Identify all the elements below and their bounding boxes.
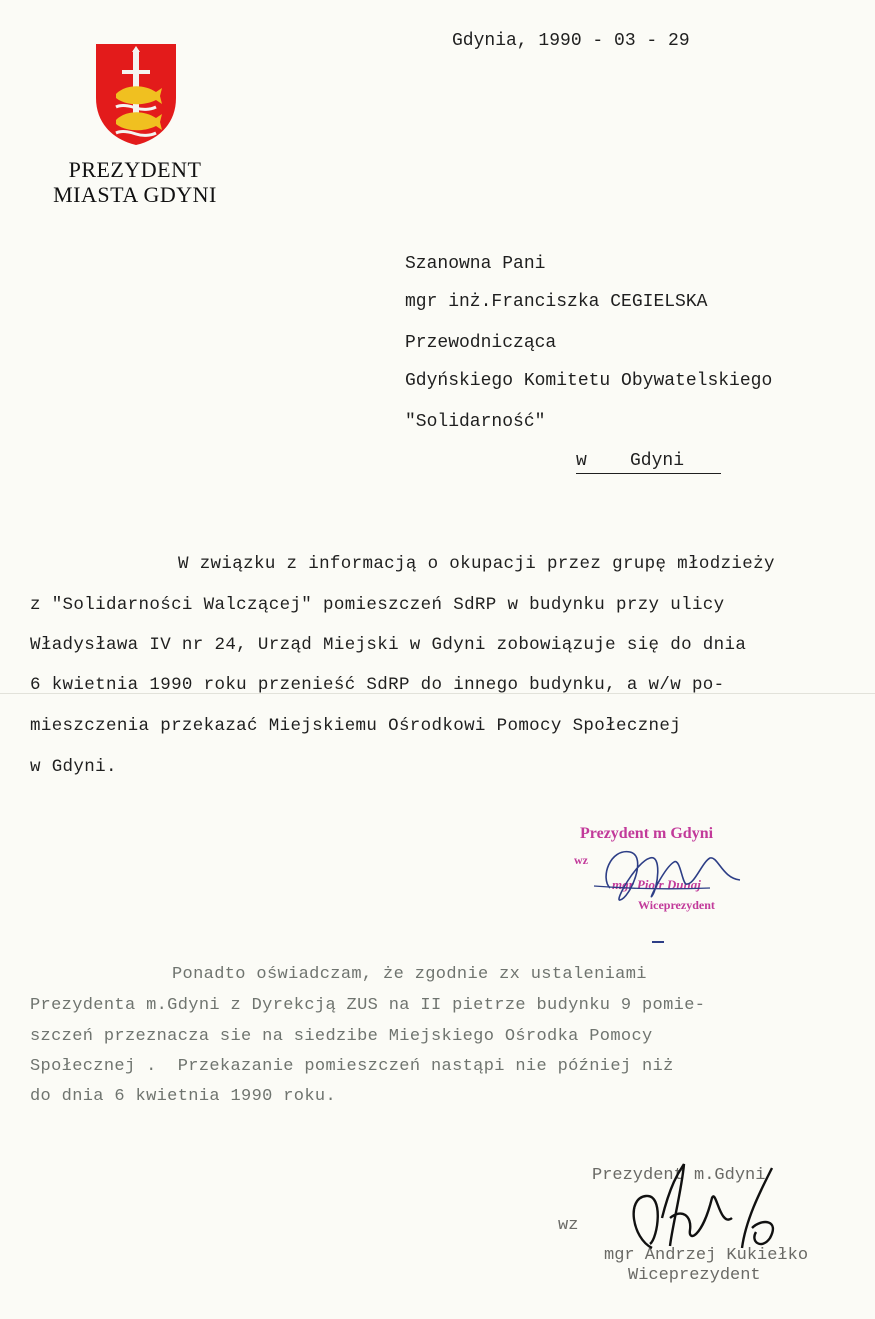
recipient-city: w Gdyni — [576, 451, 721, 474]
signature2-title: Prezydent m.Gdyni — [592, 1166, 766, 1185]
body-line-1: W związku z informacją o okupacji przez grupę młodzieży — [178, 554, 775, 574]
letterhead-line-2: MIASTA GDYNI — [53, 182, 217, 207]
paragraph2-line-2: Prezydenta m.Gdyni z Dyrekcją ZUS na II pietrze budynku 9 pomie- — [30, 996, 706, 1015]
signature2-name: mgr Andrzej Kukiełko — [604, 1246, 809, 1265]
stamp-wz: wz — [574, 853, 588, 867]
recipient-name: mgr inż.Franciszka CEGIELSKA — [405, 292, 708, 312]
paragraph2-line-5: do dnia 6 kwietnia 1990 roku. — [30, 1087, 336, 1106]
recipient-org-2: "Solidarność" — [405, 412, 546, 432]
stamp-title: Prezydent m Gdyni — [580, 825, 714, 842]
stamp-name: mgr Piotr Dunaj — [612, 877, 701, 892]
paragraph2-line-4: Społecznej . Przekazanie pomieszczeń nastąpi nie później niż — [30, 1057, 674, 1076]
letter-date: Gdynia, 1990 - 03 - 29 — [452, 31, 690, 51]
body-line-4: 6 kwietnia 1990 roku przenieść SdRP do innego budynku, a w/w po- — [30, 675, 725, 695]
signature2-wz: wz — [558, 1216, 579, 1235]
body-line-6: w Gdyni. — [30, 757, 117, 777]
signature-2-icon — [612, 1158, 792, 1258]
signature2-role: Wiceprezydent — [628, 1266, 761, 1285]
recipient-role: Przewodnicząca — [405, 333, 557, 353]
recipient-salutation: Szanowna Pani — [405, 254, 546, 274]
signature-1-icon — [590, 838, 765, 918]
paragraph2-line-3: szczeń przeznacza sie na siedzibe Miejskiego Ośrodka Pomocy — [30, 1027, 653, 1046]
body-line-5: mieszczenia przekazać Miejskiemu Ośrodkowi Pomocy Społecznej — [30, 716, 682, 736]
recipient-org: Gdyńskiego Komitetu Obywatelskiego — [405, 371, 773, 391]
body-line-2: z "Solidarności Walczącej" pomieszczeń SdRP w budynku przy ulicy — [30, 595, 725, 615]
pen-mark — [652, 941, 664, 943]
gdynia-crest-icon — [94, 42, 178, 146]
paragraph2-line-1: Ponadto oświadczam, że zgodnie zx ustaleniami — [172, 965, 647, 984]
body-line-3: Władysława IV nr 24, Urząd Miejski w Gdyni zobowiązuje się do dnia — [30, 635, 747, 655]
letterhead-line-1: PREZYDENT — [68, 157, 202, 182]
stamp-role: Wiceprezydent — [638, 898, 715, 912]
